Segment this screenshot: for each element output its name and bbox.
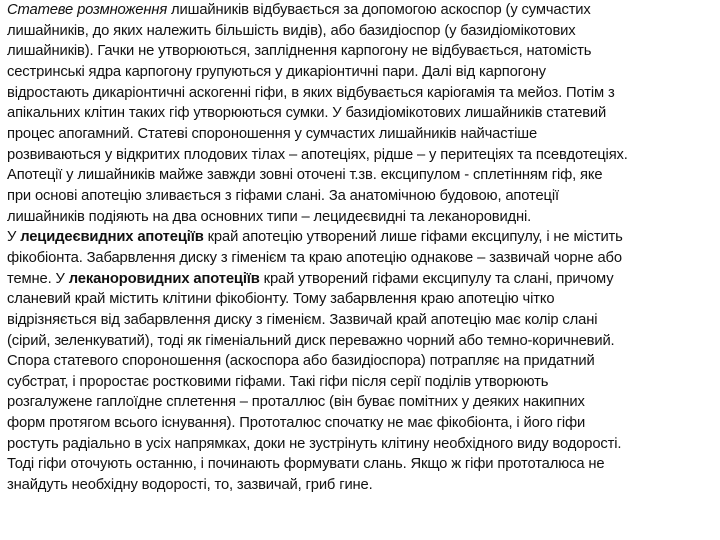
text-line <box>7 145 713 166</box>
text-run: апікальних клітин таких гіф утворюються сумки. У базидіомікотових лишайників статевий <box>7 105 607 122</box>
italic-term: Статеве розмноження <box>7 2 168 18</box>
text-run: лишайників). Гачки не утворюються, запліднення карпогону не відбувається, натомість <box>7 43 592 60</box>
text-line <box>7 475 713 496</box>
text-line <box>7 83 713 104</box>
text-run: край утворений гіфами ексципулу та слані, причому <box>259 270 614 287</box>
text-line <box>7 186 713 207</box>
text-run: розвиваються у відкритих плодових тілах – апотеціях, рідше – у перитеціях та псевдотеціях. <box>7 146 628 163</box>
text-run: У <box>7 229 21 246</box>
text-line <box>7 289 713 310</box>
text-run: темне. У <box>7 270 69 287</box>
text-run: Спора статевого спороношення (аскоспора або базидіоспора) потрапляє на придатний <box>7 353 595 370</box>
text-line <box>7 310 713 331</box>
text-line <box>7 413 713 434</box>
text-run: Тоді гіфи оточують останню, і починають формувати слань. Якщо ж гіфи прототалюса не <box>7 456 605 473</box>
text-line <box>7 62 713 83</box>
text-line <box>7 372 713 393</box>
text-line <box>7 41 713 62</box>
text-line <box>7 392 713 413</box>
text-line <box>7 454 713 475</box>
text-line <box>7 227 713 248</box>
text-line <box>7 434 713 455</box>
text-line <box>7 165 713 186</box>
text-line <box>7 331 713 352</box>
text-line <box>7 103 713 124</box>
text-run: розгалужене гаплоїдне сплетення – проталлюс (він буває помітних у деяких накипних <box>7 394 585 411</box>
text-run: лишайників, до яких належить більшість видів), або базидіоспор (у базидіомікотових <box>7 22 576 39</box>
body-text <box>7 0 714 496</box>
text-run: при основі апотецію зливається з гіфами слані. За анатомічною будовою, апотеції <box>7 187 559 204</box>
text-line <box>7 351 713 372</box>
text-line <box>7 0 713 21</box>
text-run: форм протягом всього існування). Прототалюс спочатку не має фікобіонта, і його гіфи <box>7 415 586 432</box>
bold-term: лецидеєвидних апотеціїв <box>20 229 204 246</box>
text-run: субстрат, і проростає ростковими гіфами. Такі гіфи після серії поділів утворюють <box>7 373 549 390</box>
text-run: (сірий, зеленкуватий), тоді як гіменіальний диск переважно чорний або темно-коричневий. <box>7 332 615 349</box>
text-line <box>7 269 713 290</box>
text-line <box>7 207 713 228</box>
text-run: Апотеції у лишайників майже завжди зовні оточені т.зв. ексципулом - сплетінням гіф, яке <box>7 167 603 184</box>
text-line <box>7 248 713 269</box>
text-run: край апотецію утворений лише гіфами ексципулу, і не містить <box>203 229 623 246</box>
text-run: ростуть радіально в усіх напрямках, доки не зустрінуть клітину необхідного виду водорості. <box>7 435 622 452</box>
text-run: лишайників відбувається за допомогою аскоспор (у сумчастих <box>167 2 591 18</box>
text-line <box>7 124 713 145</box>
text-run: сестринські ядра карпогону групуються у дикаріонтичні пари. Далі від карпогону <box>7 63 546 80</box>
bold-term: леканоровидних апотеціїв <box>68 270 260 287</box>
text-run: відрізняється від забарвлення диску з гіменієм. Зазвичай край апотецію має колір слані <box>7 311 598 328</box>
text-run: лишайників подіяють на два основних типи – лецидеєвидні та леканоровидні. <box>7 208 532 225</box>
text-run: фікобіонта. Забарвлення диску з гіменієм та краю апотецію однакове – зазвичай чорне або <box>7 249 622 266</box>
text-run: сланевий край містить клітини фікобіонту. Тому забарвлення краю апотецію чітко <box>7 291 555 308</box>
text-run: відростають дикаріонтичні аскогенні гіфи, в яких відбувається каріогамія та мейоз. Потім з <box>7 84 615 101</box>
text-run: процес апогамний. Статеві спороношення у сумчастих лишайників найчастіше <box>7 125 538 142</box>
text-run: знайдуть необхідну водорості, то, зазвичай, гриб гине. <box>7 477 373 494</box>
text-line <box>7 21 713 42</box>
